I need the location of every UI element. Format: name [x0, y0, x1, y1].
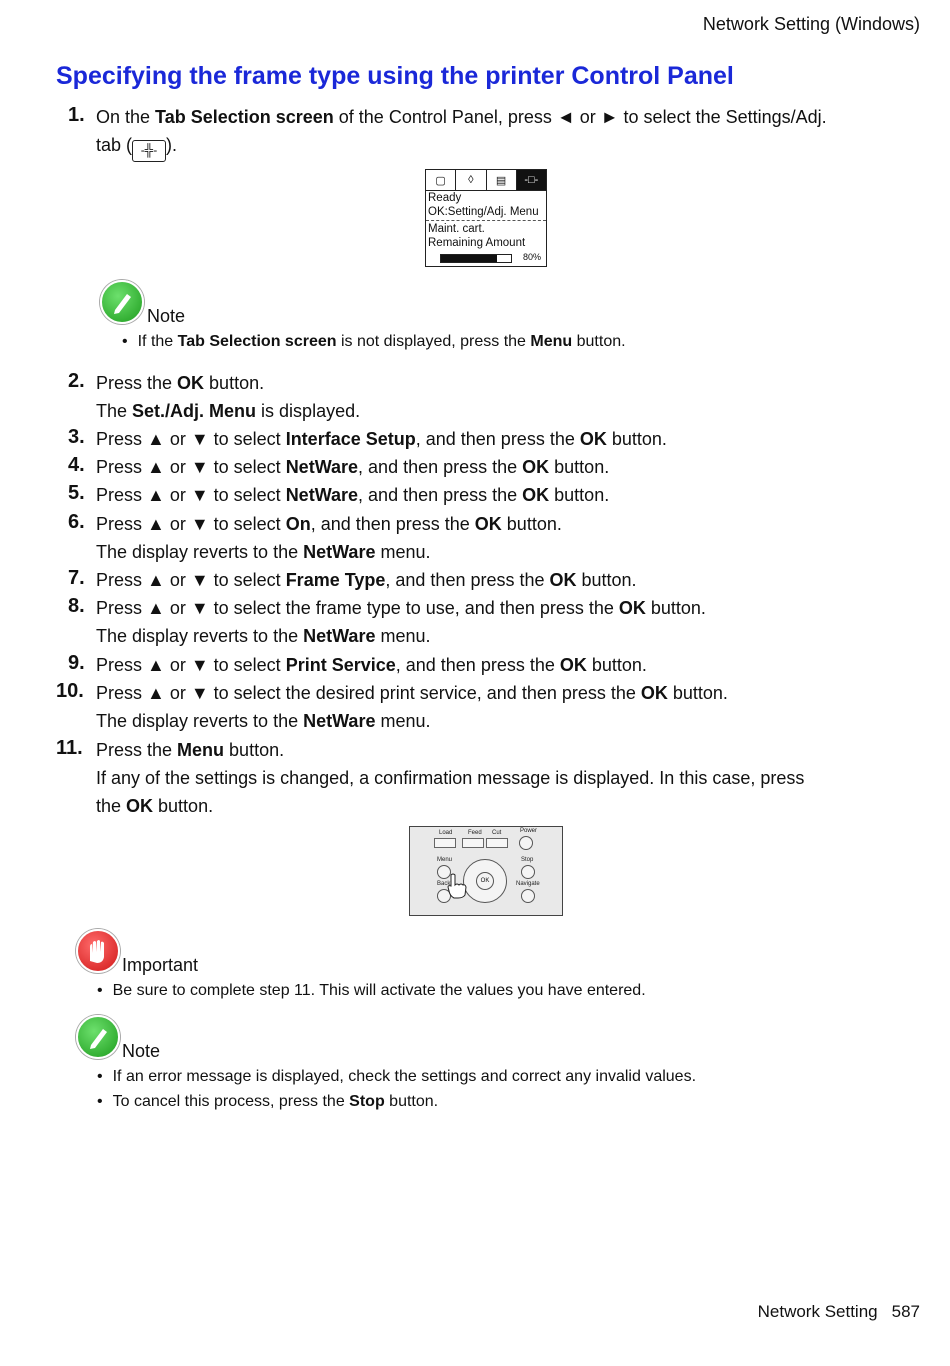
step-2-result: The Set./Adj. Menu is displayed. — [96, 401, 361, 421]
power-icon — [519, 836, 533, 850]
settings-adj-tab-icon: -□- — [517, 170, 546, 190]
note-title: Note — [122, 1041, 161, 1061]
step-number: 1. — [68, 104, 85, 126]
lcd-maint-cart: Maint. cart. — [428, 223, 485, 235]
lcd-display — [425, 169, 547, 267]
stop-button-icon — [521, 865, 535, 879]
step-11-result: If any of the settings is changed, a confirmation message is displayed. In this case, press — [96, 768, 805, 788]
step-10-text: Press ▲ or ▼ to select the desired print service, and then press the OK button. — [96, 683, 728, 703]
important-title: Important — [122, 955, 199, 975]
settings-tab-icon: -╬- — [132, 140, 166, 162]
menu-label: Menu — [437, 857, 453, 863]
step-10-result: The display reverts to the NetWare menu. — [96, 711, 431, 731]
step-11-text: Press the Menu button. — [96, 740, 285, 760]
important-bullet: • Be sure to complete step 11. This will activate the values you have entered. — [97, 982, 646, 1000]
running-header: Network Setting (Windows) — [702, 14, 920, 34]
stop-label: Stop — [521, 857, 534, 863]
step-6-result: The display reverts to the NetWare menu. — [96, 542, 431, 562]
control-panel-image — [409, 826, 563, 916]
lcd-remaining: Remaining Amount — [428, 237, 526, 249]
load-label: Load — [439, 830, 453, 836]
back-label: Back — [437, 881, 451, 887]
step-8-text: Press ▲ or ▼ to select the frame type to use, and then press the OK button. — [96, 598, 706, 618]
cut-label: Cut — [492, 830, 502, 836]
important-icon — [76, 929, 120, 973]
note-icon — [100, 280, 144, 324]
step-number: 4. — [68, 454, 85, 476]
step-1-text: On the Tab Selection screen of the Control Panel, press ◄ or ► to select the Settings/Adj. — [96, 107, 827, 127]
step-7-text: Press ▲ or ▼ to select Frame Type, and then press the OK button. — [96, 570, 637, 590]
navigate-label: Navigate — [516, 881, 540, 887]
lcd-hint: OK:Setting/Adj. Menu — [428, 206, 539, 218]
note-bullet: • If an error message is displayed, check the settings and correct any invalid values. — [97, 1068, 696, 1086]
step-3-text: Press ▲ or ▼ to select Interface Setup, and then press the OK button. — [96, 429, 667, 449]
step-number: 5. — [68, 482, 85, 504]
step-8-result: The display reverts to the NetWare menu. — [96, 626, 431, 646]
step-number: 10. — [56, 680, 84, 702]
note-icon — [76, 1015, 120, 1059]
note-title: Note — [147, 306, 186, 326]
running-footer: Network Setting 587 — [757, 1302, 920, 1321]
ok-button: OK — [476, 872, 494, 890]
load-key — [434, 838, 456, 848]
paper-tab-icon: ▢ — [426, 170, 456, 190]
remaining-bar — [440, 254, 512, 263]
step-11-result-cont: the OK button. — [96, 796, 214, 816]
step-2-text: Press the OK button. — [96, 373, 265, 393]
job-tab-icon: ▤ — [487, 170, 517, 190]
step-number: 9. — [68, 652, 85, 674]
step-5-text: Press ▲ or ▼ to select NetWare, and then press the OK button. — [96, 485, 610, 505]
step-6-text: Press ▲ or ▼ to select On, and then press the OK button. — [96, 514, 562, 534]
power-label: Power — [520, 828, 538, 834]
step-number: 8. — [68, 595, 85, 617]
step-number: 3. — [68, 426, 85, 448]
step-number: 2. — [68, 370, 85, 392]
page-title: Specifying the frame type using the printer Control Panel — [56, 62, 734, 90]
page-number: 587 — [891, 1302, 920, 1321]
step-number: 6. — [68, 511, 85, 533]
step-1-text-cont: tab ( -╬- ). — [96, 135, 177, 162]
remaining-percent: 80% — [522, 252, 541, 262]
ink-tab-icon: ◊ — [456, 170, 486, 190]
step-9-text: Press ▲ or ▼ to select Print Service, and then press the OK button. — [96, 655, 647, 675]
lcd-status: Ready — [428, 192, 462, 204]
note-bullet: • If the Tab Selection screen is not displayed, press the Menu button. — [122, 333, 626, 351]
pointing-hand-icon — [446, 873, 468, 899]
navigate-button-icon — [521, 889, 535, 903]
step-number: 7. — [68, 567, 85, 589]
feed-key — [462, 838, 484, 848]
note-bullet: • To cancel this process, press the Stop button. — [97, 1093, 438, 1111]
step-number: 11. — [56, 737, 83, 759]
cut-key — [486, 838, 508, 848]
step-4-text: Press ▲ or ▼ to select NetWare, and then press the OK button. — [96, 457, 610, 477]
feed-label: Feed — [468, 830, 482, 836]
